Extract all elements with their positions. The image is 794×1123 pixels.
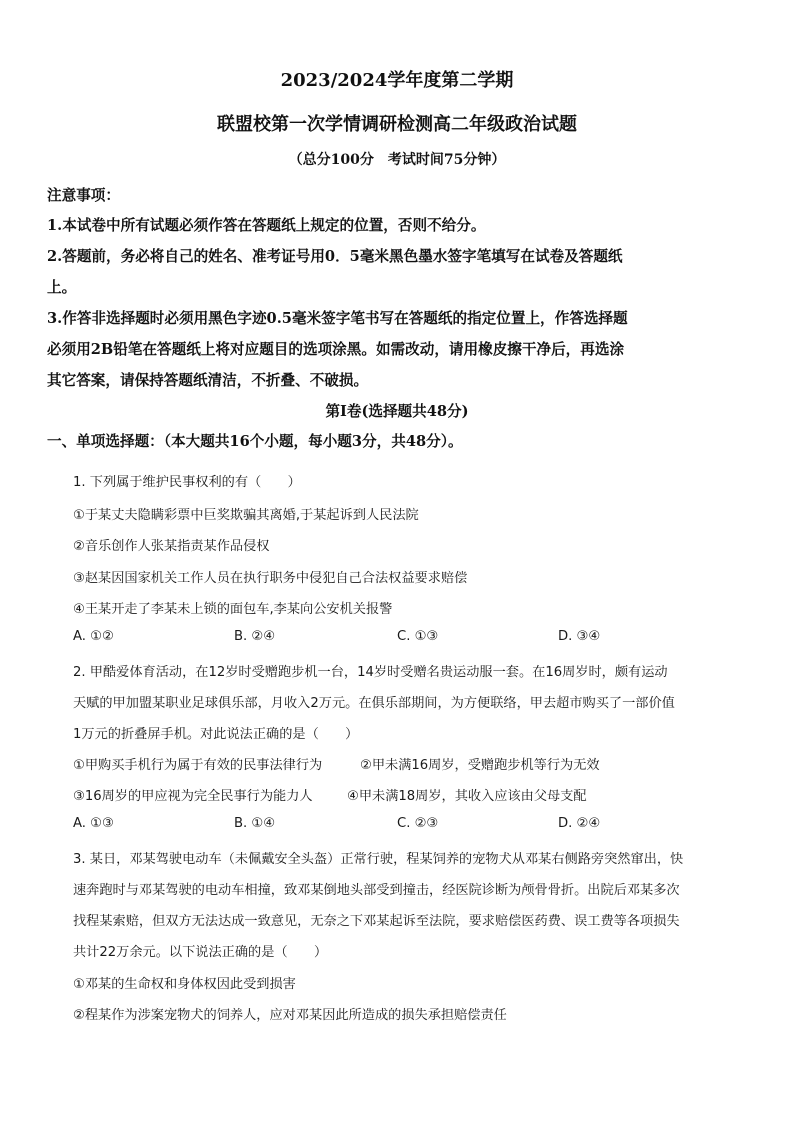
q3-stem-line-4: 共计22万余元。以下说法正确的是（ ）	[73, 945, 328, 960]
q2-statement-2: ②甲未满16周岁，受赠跑步机等行为无效	[360, 758, 600, 773]
q1-statement-1: ①于某丈夫隐瞒彩票中巨奖欺骗其离婚,于某起诉到人民法院	[73, 508, 419, 523]
exam-term-title: 2023/2024学年度第二学期	[280, 70, 514, 91]
q2-statement-1: ①甲购买手机行为属于有效的民事法律行为	[73, 758, 323, 773]
notice-heading: 注意事项：	[47, 187, 120, 204]
part-heading: 一、单项选择题：（本大题共16个小题，每小题3分，共48分）。	[47, 433, 463, 450]
notice-item-3-line-1: 3.作答非选择题时必须用黑色字迹0.5毫米签字笔书写在答题纸的指定位置上，作答选择题	[47, 310, 628, 327]
q2-stem-line-3: 1万元的折叠屏手机。对此说法正确的是（ ）	[73, 727, 359, 742]
notice-item-2-line-2: 上。	[47, 279, 77, 296]
notice-item-2-line-1: 2.答题前，务必将自己的姓名、准考证号用0．5毫米黑色墨水签字笔填写在试卷及答题纸	[47, 248, 623, 265]
q1-option-b: B. ②④	[234, 629, 276, 644]
q3-statement-1: ①邓某的生命权和身体权因此受到损害	[73, 977, 296, 992]
q1-statement-4: ④王某开走了李某未上锁的面包车,李某向公安机关报警	[73, 602, 393, 617]
q2-stem-line-1: 2. 甲酷爱体育活动，在12岁时受赠跑步机一台，14岁时受赠名贵运动服一套。在16周岁时，颇有运动	[73, 665, 668, 680]
q2-option-d: D. ②④	[558, 816, 601, 831]
q2-statement-4: ④甲未满18周岁，其收入应该由父母支配	[347, 789, 587, 804]
exam-score-time: （总分100分 考试时间75分钟）	[288, 152, 506, 168]
q1-option-c: C. ①③	[397, 629, 439, 644]
q2-statement-3: ③16周岁的甲应视为完全民事行为能力人	[73, 789, 313, 804]
q3-stem-line-1: 3. 某日，邓某驾驶电动车（未佩戴安全头盔）正常行驶，程某饲养的宠物犬从邓某右侧路旁突然窜出，快	[73, 852, 684, 867]
q2-option-b: B. ①④	[234, 816, 276, 831]
notice-item-3-line-2: 必须用2B铅笔在答题纸上将对应题目的选项涂黑。如需改动，请用橡皮擦干净后，再选涂	[47, 341, 625, 358]
q2-option-c: C. ②③	[397, 816, 439, 831]
q3-stem-line-2: 速奔跑时与邓某驾驶的电动车相撞，致邓某倒地头部受到撞击，经医院诊断为颅骨骨折。出院后邓某多次	[73, 883, 680, 898]
exam-main-title: 联盟校第一次学情调研检测高二年级政治试题	[217, 114, 577, 135]
section-title: 第Ⅰ卷(选择题共48分)	[325, 403, 469, 420]
q1-stem: 1. 下列属于维护民事权利的有（ ）	[73, 475, 301, 490]
notice-item-1: 1.本试卷中所有试题必须作答在答题纸上规定的位置，否则不给分。	[47, 217, 486, 234]
q1-option-d: D. ③④	[558, 629, 601, 644]
q3-statement-2: ②程某作为涉案宠物犬的饲养人，应对邓某因此所造成的损失承担赔偿责任	[73, 1008, 507, 1023]
q2-option-a: A. ①③	[73, 816, 114, 831]
q1-option-a: A. ①②	[73, 629, 114, 644]
q1-statement-3: ③赵某因国家机关工作人员在执行职务中侵犯自己合法权益要求赔偿	[73, 571, 468, 586]
notice-item-3-line-3: 其它答案，请保持答题纸清洁，不折叠、不破损。	[47, 372, 369, 389]
q1-statement-2: ②音乐创作人张某指责某作品侵权	[73, 539, 270, 554]
q2-stem-line-2: 天赋的甲加盟某职业足球俱乐部，月收入2万元。在俱乐部期间，为方便联络，甲去超市购买了一部价值	[73, 696, 675, 711]
q3-stem-line-3: 找程某索赔，但双方无法达成一致意见，无奈之下邓某起诉至法院，要求赔偿医药费、误工费等各项损失	[73, 914, 680, 929]
